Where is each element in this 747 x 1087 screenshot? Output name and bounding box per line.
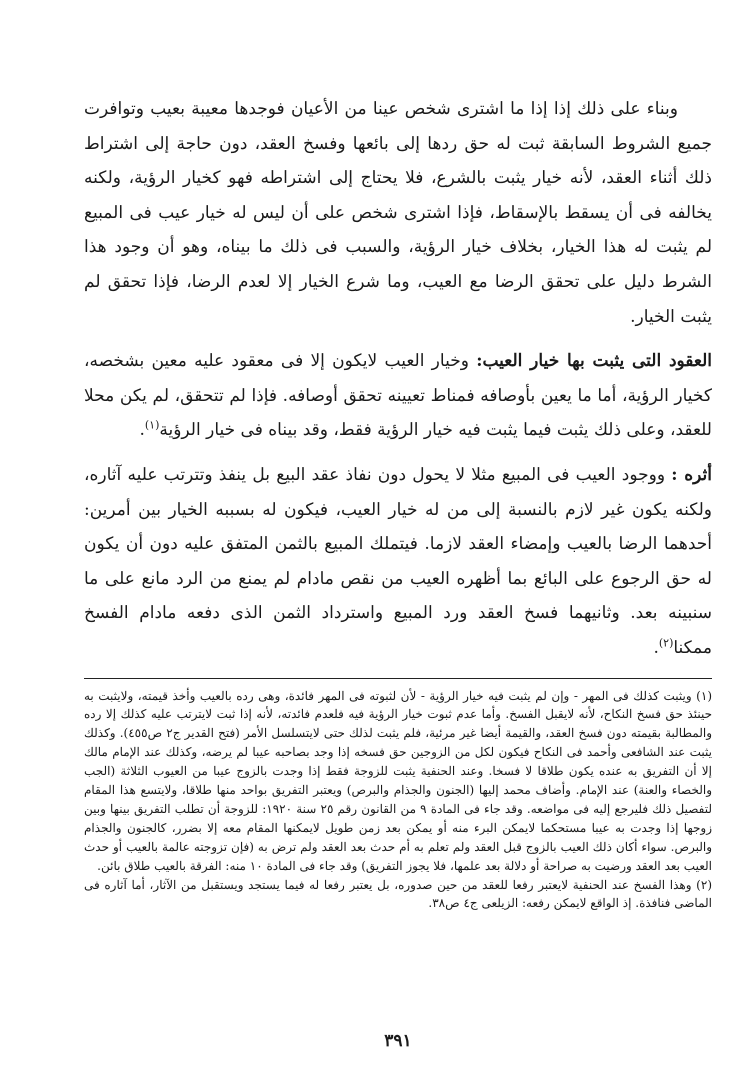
paragraph-3-end: .: [653, 637, 659, 658]
footnote-ref-2[interactable]: (٢): [658, 636, 674, 650]
footnote-ref-1[interactable]: (١): [144, 418, 160, 432]
section-heading-effect: أثره :: [671, 464, 712, 485]
paragraph-gap: [84, 448, 712, 458]
paragraph-3: [84, 458, 712, 666]
paragraph-1: وبناء على ذلك إذا إذا ما اشترى شخص عينا من الأعيان فوجدها معيبة بعيب وتوافرت جميع الشروط السابقة ثبت له حق ردها إلى بائعها وفسخ العقد، دون حاجة إلى اشتراط ذلك أثناء العقد، لأنه خيار يثبت بالشرع، فلا يحتاج إلى اشتراطه فهو كخيار الرؤية، ولكنه يخالفه فى أن يسقط بالإسقاط، فإذا اشترى شخص على أن ليس له خيار عيب فى المبيع لم يثبت له هذا الخيار، بخلاف خيار الرؤية، والسبب فى ذلك ما بيناه، وهو أن وجود هذا الشرط دليل على تحقق الرضا مع العيب، وما شرع الخيار إلا لعدم الرضا، فإذا تحقق لم يثبت الخيار.: [84, 99, 712, 327]
section-heading-contracts: العقود التى يثبت بها خيار العيب:: [476, 351, 713, 372]
book-page: [84, 92, 712, 1067]
paragraph-2: [84, 344, 712, 448]
paragraph-3-body: ووجود العيب فى المبيع مثلا لا يحول دون نفاذ عقد البيع بل ينفذ وتترتب عليه آثاره، ولكنه يكون غير لازم بالنسبة إلى من له خيار العيب، فيكون له بسببه الخيار بين أمرين: أحدهما الرضا بالعيب وإمضاء العقد لازما. فيتملك المبيع بالثمن المتفق عليه دون أن يكون له حق الرجوع على البائع بما أظهره العيب من نقص مادام لم يمنع من الرد مانع على ما سنبينه بعد. وثانيهما فسخ العقد ورد المبيع واسترداد الثمن الذى دفعه مادام الفسخ ممكنا: [84, 464, 712, 658]
footnote-divider: [84, 678, 712, 679]
paragraph-2-body: وخيار العيب لايكون إلا فى معقود عليه معين بشخصه، كخيار الرؤية، أما ما يعين بأوصافه فمناط تعيينه تحقق أوصافه. فإذا لم تتحقق، لم يكن محلا للعقد، وعلى ذلك يثبت فيما يثبت فيه خيار الرؤية فقط، وقد بيناه فى خيار الرؤية: [84, 351, 712, 441]
footnote-2: (٢) وهذا الفسخ عند الحنفية لايعتبر رفعا للعقد من حين صدوره، بل يعتبر رفعا له فيما يستجد ويستقبل من الآثار، أما آثاره فى الماضى فنافذة. إذ الواقع لايمكن رفعه: الزيلعى ج٤ ص٣٨.: [84, 877, 712, 911]
paragraph-2-end: .: [139, 420, 145, 441]
footnote-1: (١) ويثبت كذلك فى المهر - وإن لم يثبت فيه خيار الرؤية - لأن لثبوته فى المهر فائدة، وهى رده بالعيب وأخذ قيمته، ولايثبت به حينئذ حق فسخ النكاح، لأنه لايقبل الفسخ. وأما عدم ثبوت خيار الرؤية فيه فلعدم فائدته، لأنه إذا ثبت لايترتب عليه كذلك إلا رده والمطالبة بقيمته دون فسخ العقد، والقيمة أيضا غير مرئية، فلم يثبت لذلك حتى لايتسلسل الأمر (فتح القدير ج٢ ص٤٥٥). وكذلك يثبت عند الشافعى وأحمد فى النكاح فيكون لكل من الزوجين حق فسخه إذا وجد بصاحبه عيبا لم يرضه، وكذلك عند الإمام مالك إلا أن التفريق به عنده يكون طلاقا لا فسخا. وعند الحنفية يثبت للزوجة فقط إذا وجدت بالزوج عيبا من العيوب الثلاثة (الجب والخصاء والعنة) عند الإمام. وأضاف محمد إليها (الجنون والجذام والبرص) ويعتبر التفريق بواحد منها طلاقا، ولايتسع هذا المقام لتفصيل ذلك فليرجع إليه فى مواضعه. وقد جاء فى المادة ٩ من القانون رقم ٢٥ سنة ١٩٢٠: للزوجة أن تطلب التفريق بينها وبين زوجها إذا وجدت به عيبا مستحكما لايمكن البرء منه أو يمكن بعد زمن طويل لايمكنها المقام معه إلا بضرر، كالجنون والجذام والبرص. سواء أكان ذلك العيب بالزوج قبل العقد ولم تعلم به أم حدث بعد العقد ولم ترض به (فإن تزوجته عالمة بالعيب أو حدث العيب بعد العقد ورضيت به صراحة أو دلالة بعد علمها، فلا يجوز التفريق) وقد جاء فى المادة ١٠ منه: الفرقة بالعيب طلاق بائن.: [84, 688, 713, 873]
page-number: ٣٩١: [384, 1031, 412, 1051]
paragraph-gap: [84, 334, 712, 344]
